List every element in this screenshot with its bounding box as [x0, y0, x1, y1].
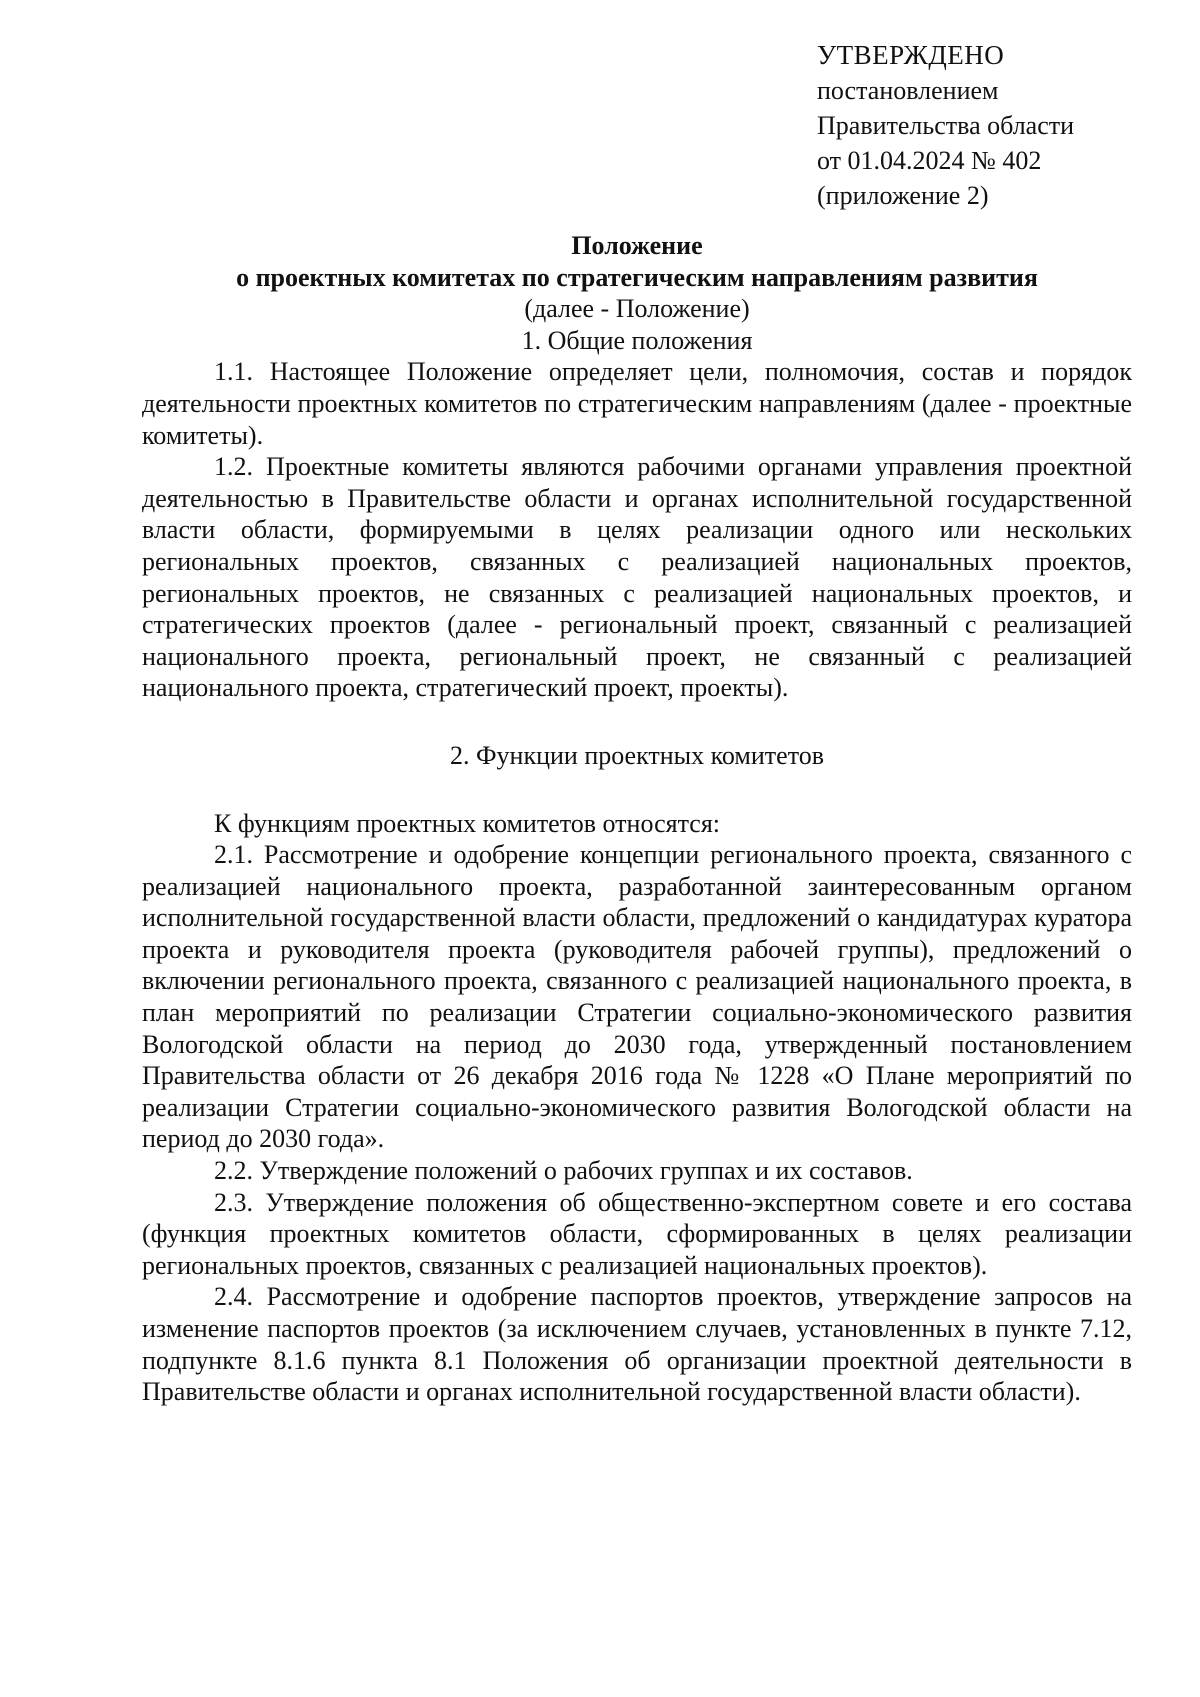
- section-1-heading: 1. Общие положения: [521, 325, 753, 355]
- paragraph-2-4: 2.4. Рассмотрение и одобрение паспортов проектов, утверждение запросов на изменение паспортов проектов (за исключением случаев, установленных в пункте 7.12, подпункте 8.1.6 пункта 8.1 Положения об организации проектной деятельности в Правительстве области и органах исполнительной государственной власти области).: [142, 1282, 1132, 1407]
- approval-line: Правительства области: [817, 111, 1075, 140]
- approval-line: (приложение 2): [817, 181, 989, 210]
- paragraph-2-3: 2.3. Утверждение положения об общественно-экспертном совете и его состава (функция проектных комитетов области, сформированных в целях реализации региональных проектов, связанных с реализацией национальных проектов).: [142, 1187, 1132, 1280]
- document-abbreviation: (далее - Положение): [524, 294, 750, 324]
- approval-block: [817, 38, 1177, 213]
- section-2-heading: 2. Функции проектных комитетов: [449, 740, 825, 770]
- paragraph-2-1: 2.1. Рассмотрение и одобрение концепции регионального проекта, связанного с реализацией национального проекта, разработанной заинтересованным органом исполнительной государственной власти области, предложений о кандидатурах куратора проекта и руководителя проекта (руководителя рабочей группы), предложений о включении регионального проекта, связанного с реализацией национального проекта, в план мероприятий по реализации Стратегии социально-экономического развития Вологодской области на период до 2030 года, утвержденный постановлением Правительства области от 26 декабря 2016 года № 1228 «О Плане мероприятий по реализации Стратегии социально-экономического развития Вологодской области на период до 2030 года».: [142, 840, 1132, 1154]
- document-title: Положение: [571, 231, 703, 260]
- approval-line: от 01.04.2024 № 402: [817, 146, 1042, 175]
- section-2-intro: К функциям проектных комитетов относятся:: [214, 808, 720, 838]
- approval-line: постановлением: [817, 76, 999, 105]
- document-subtitle: о проектных комитетах по стратегическим направлениям развития: [236, 262, 1038, 292]
- paragraph-1-1: 1.1. Настоящее Положение определяет цели, полномочия, состав и порядок деятельности проектных комитетов по стратегическим направлениям (далее - проектные комитеты).: [142, 357, 1132, 450]
- approval-stamp: УТВЕРЖДЕНО: [817, 40, 1005, 70]
- document-body: [142, 230, 1132, 1408]
- paragraph-2-2: 2.2. Утверждение положений о рабочих группах и их составов.: [214, 1156, 913, 1186]
- paragraph-1-2: 1.2. Проектные комитеты являются рабочими органами управления проектной деятельностью в Правительстве области и органах исполнительной государственной власти области, формируемыми в целях реализации одного или нескольких региональных проектов, связанных с реализацией национальных проектов, региональных проектов, не связанных с реализацией национальных проектов, и стратегических проектов (далее - региональный проект, связанный с реализацией национального проекта, региональный проект, не связанный с реализацией национального проекта, стратегический проект, проекты).: [142, 452, 1132, 703]
